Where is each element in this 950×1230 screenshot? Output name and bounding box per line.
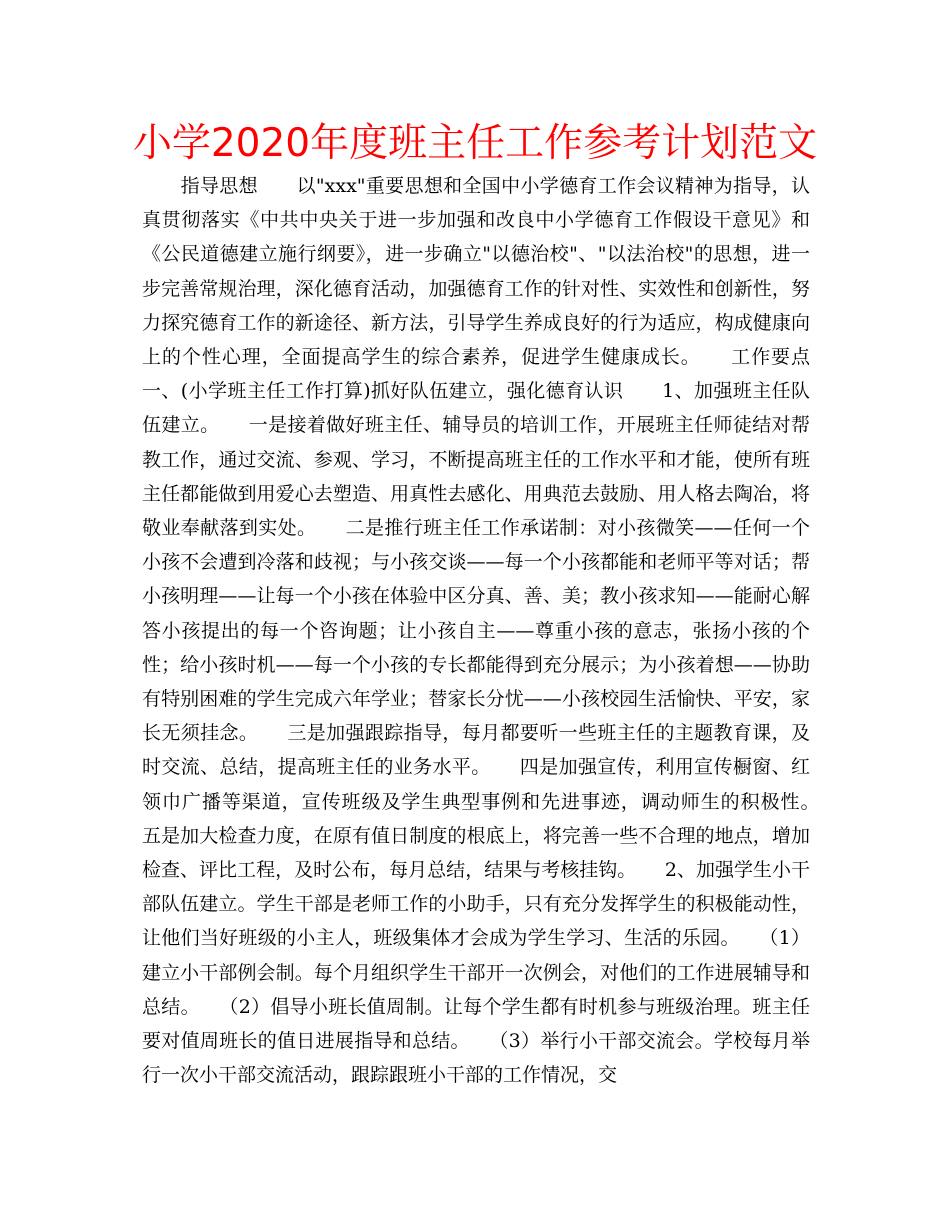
document-title: 小学2020年度班主任工作参考计划范文 [132,121,818,166]
document-body: 指导思想 以"xxx"重要思想和全国中小学德育工作会议精神为指导，认真贯彻落实《中共中央关于进一步加强和改良中小学德育工作假设干意见》和《公民道德建立施行纲要》，进一步确立"以德治校"、"以法治校"的思想，进一步完善常规治理，深化德育活动，加强德育工作的针对性、实效性和创新性，努力探究德育工作的新途径、新方法，引导学生养成良好的行为适应，构成健康向上的个性心理，全面提高学生的综合素养，促进学生健康成长。 工作要点 一、(小学班主任工作打算)抓好队伍建立，强化德育认识 1、加强班主任队伍建立。 一是接着做好班主任、辅导员的培训工作，开展班主任师徒结对帮教工作，通过交流、参观、学习，不断提高班主任的工作水平和才能，使所有班主任都能做到用爱心去塑造、用真性去感化、用典范去鼓励、用人格去陶冶，将敬业奉献落到实处。 二是推行班主任工作承诺制：对小孩微笑——任何一个小孩不会遭到冷落和歧视；与小孩交谈——每一个小孩都能和老师平等对话；帮小孩明理——让每一个小孩在体验中区分真、善、美；教小孩求知——能耐心解答小孩提出的每一个咨询题；让小孩自主——尊重小孩的意志，张扬小孩的个性；给小孩时机——每一个小孩的专长都能得到充分展示；为小孩着想——协助有特别困难的学生完成六年学业；替家长分忧——小孩校园生活愉快、平安，家长无须挂念。 三是加强跟踪指导，每月都要听一些班主任的主题教育课，及时交流、总结，提高班主任的业务水平。 四是加强宣传，利用宣传橱窗、红领巾广播等渠道，宣传班级及学生典型事例和先进事迹，调动师生的积极性。 五是加大检查力度，在原有值日制度的根底上，将完善一些不合理的地点，增加检查、评比工程，及时公布，每月总结，结果与考核挂钩。 2、加强学生小干部队伍建立。学生干部是老师工作的小助手，只有充分发挥学生的积极能动性，让他们当好班级的小主人，班级集体才会成为学生学习、生活的乐园。 （1）建立小干部例会制。每个月组织学生干部开一次例会，对他们的工作进展辅导和总结。 （2）倡导小班长值周制。让每个学生都有时机参与班级治理。班主任要对值周班长的值日进展指导和总结。 （3）举行小干部交流会。学校每月举行一次小干部交流活动，跟踪跟班小干部的工作情况，交 [142,175,849,1087]
